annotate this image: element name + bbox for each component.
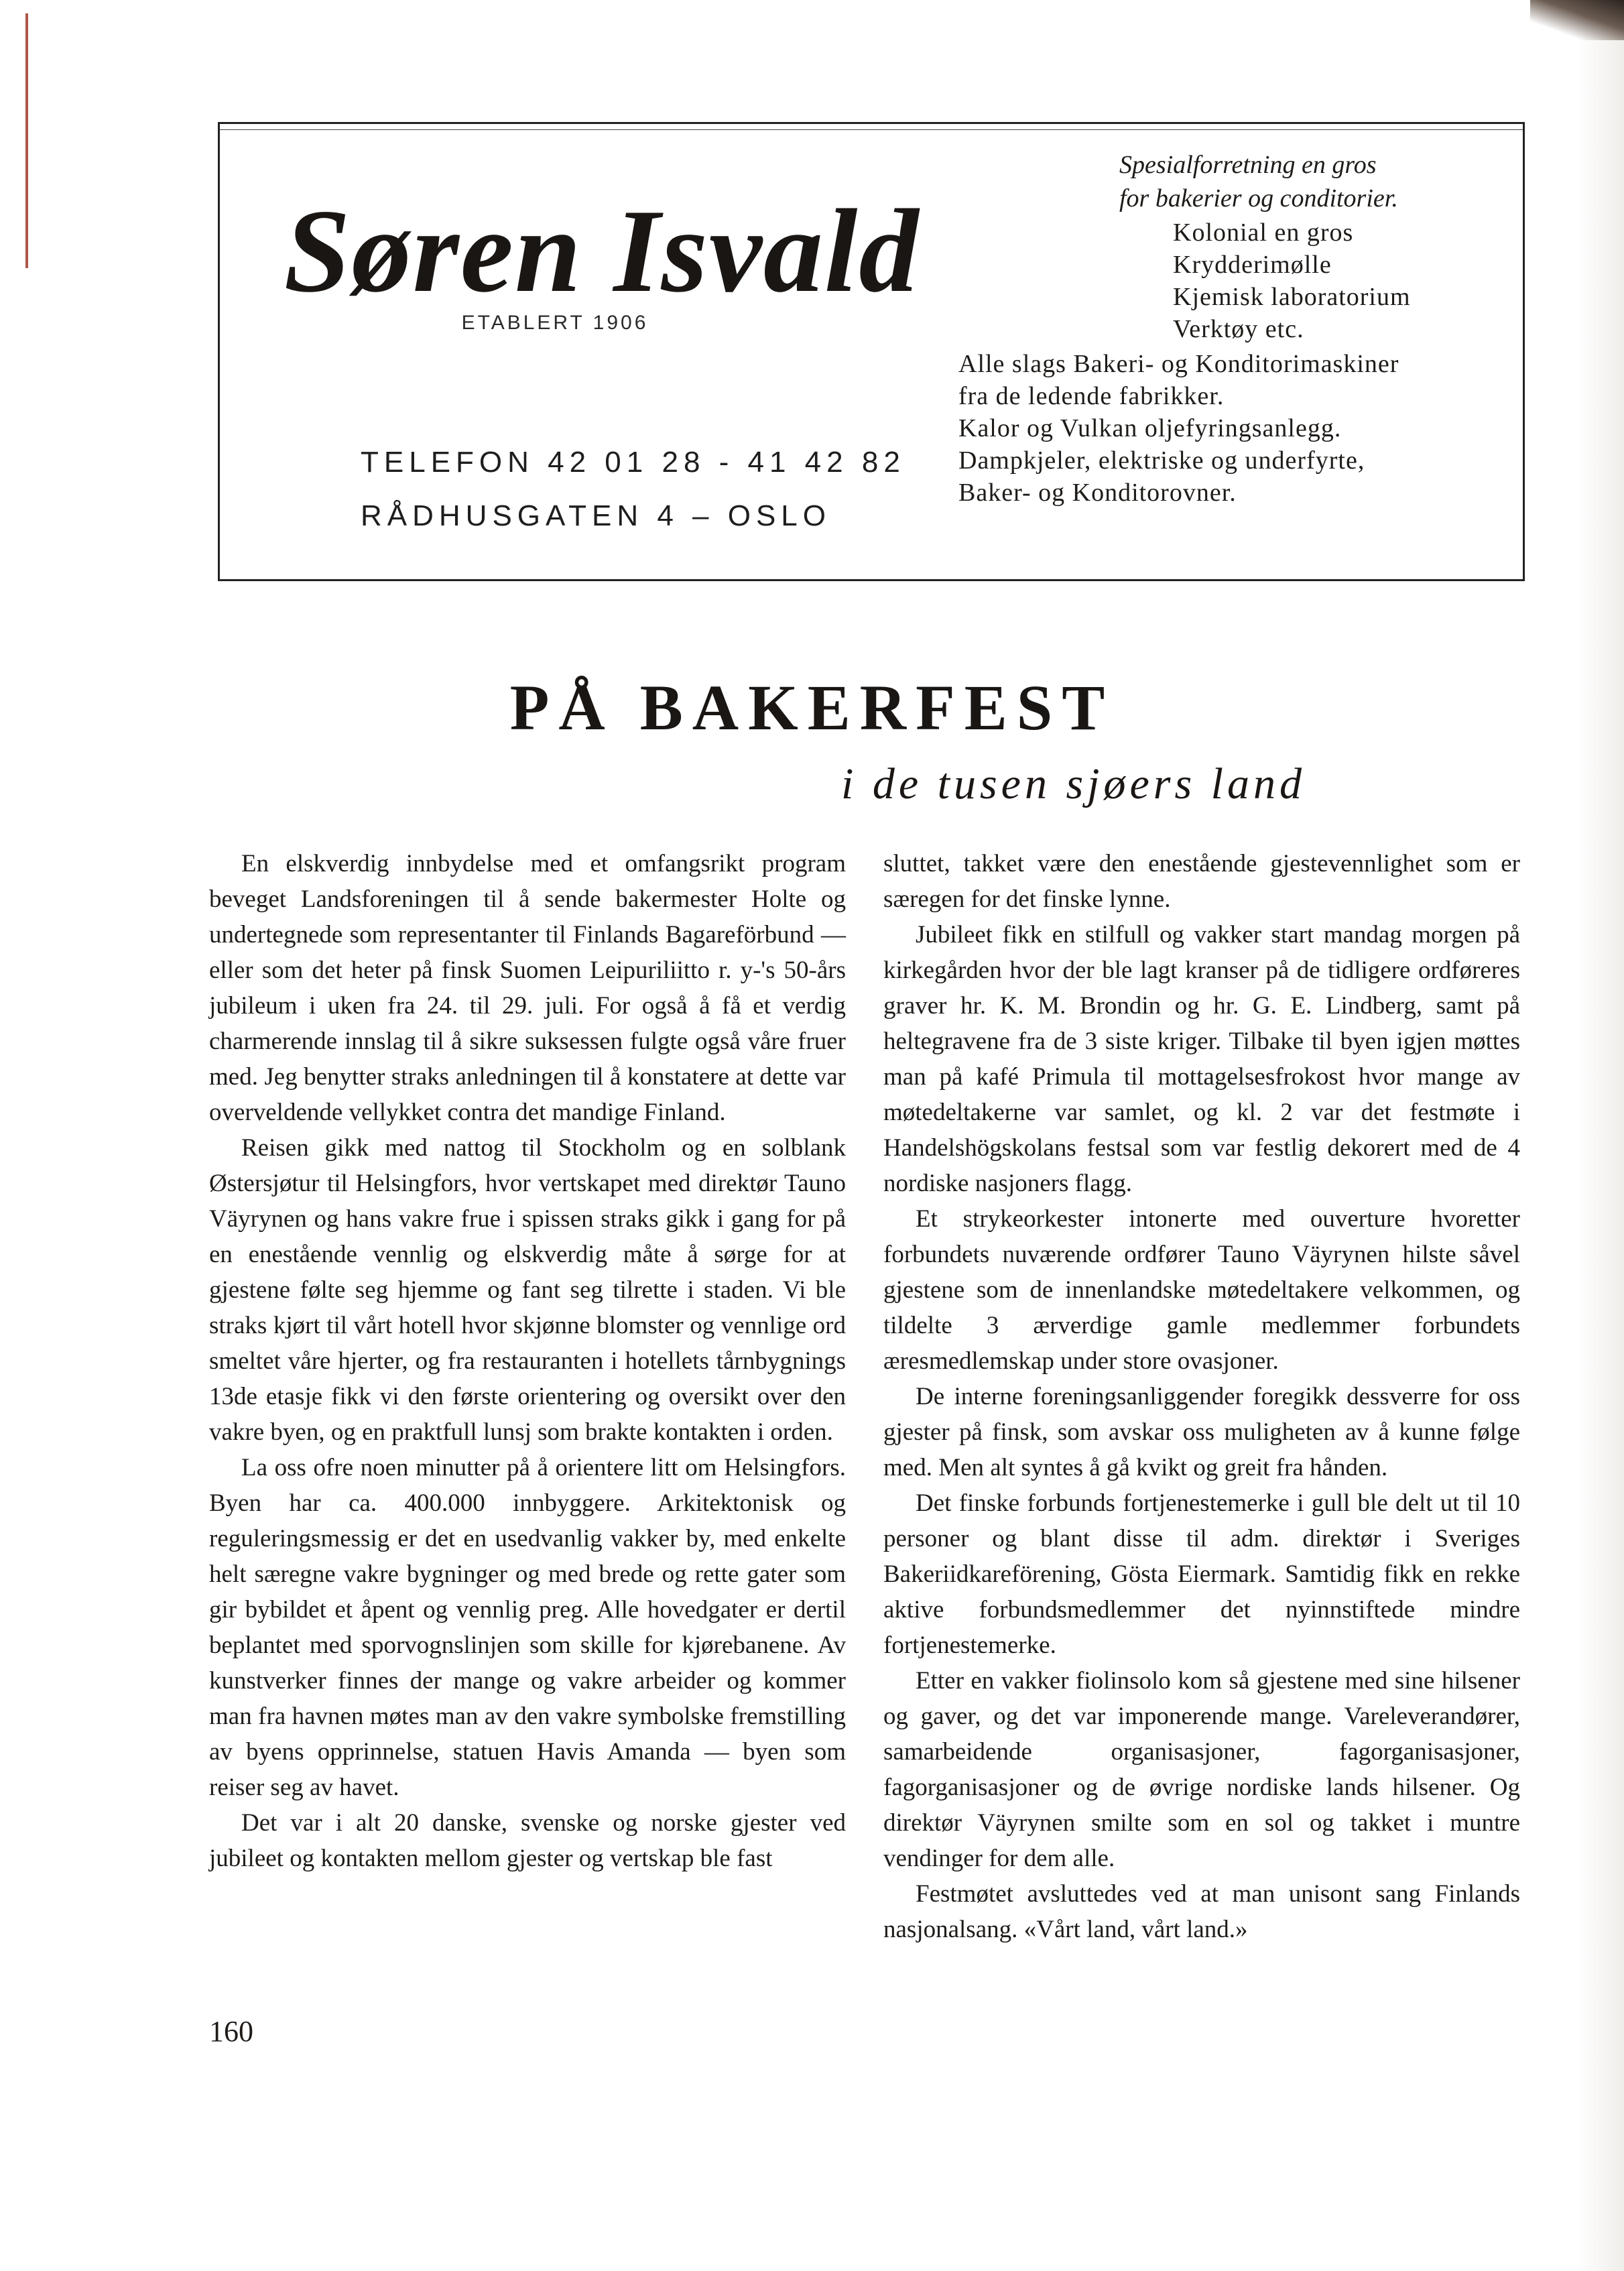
scan-edge bbox=[25, 13, 28, 268]
services-list bbox=[1173, 217, 1521, 345]
machine-line: Dampkjeler, elektriske og underfyrte, bbox=[958, 446, 1365, 475]
scan-corner bbox=[1530, 0, 1624, 40]
paragraph-continued: sluttet, takket være den enestående gjestevennlighet som er særegen for det finske lynne. bbox=[883, 850, 1520, 913]
machine-line: Alle slags Bakeri- og Konditorimaskiner bbox=[958, 350, 1399, 378]
paragraph: La oss ofre noen minutter på å orientere litt om Helsingfors. Byen har ca. 400.000 innbyggere. Arkitektonisk og reguleringsmessig er det en usedvanlig vakker by, med enkelte helt særegne vakre bygninger og med brede og rette gater som gir bybildet et åpent og vennlig preg. Alle hovedgater er dertil beplantet med sporvognslinjen som skille for kjørebanene. Av kunstverker finnes der mange og vakre arbeider og kommer man fra havnen møtes man av den vakre symbolske fremstilling av byens opprinnelse, statuen Havis Amanda — byen som reiser seg av havet. bbox=[209, 1454, 846, 1801]
paragraph: Det var i alt 20 danske, svenske og norske gjester ved jubileet og kontakten mellom gjester og vertskap ble fast bbox=[209, 1809, 846, 1872]
service-item: Kjemisk laboratorium bbox=[1173, 283, 1411, 311]
advertisement-box bbox=[218, 122, 1525, 581]
service-item: Verktøy etc. bbox=[1173, 315, 1304, 343]
specialty-line-2: for bakerier og conditorier. bbox=[1119, 184, 1398, 212]
article-title: PÅ BAKERFEST bbox=[509, 672, 1115, 743]
phone-number: TELEFON 42 01 28 - 41 42 82 bbox=[361, 446, 905, 479]
paragraph: Det finske forbunds fortjenestemerke i gull ble delt ut til 10 personer og blant disse til adm. direktør i Sveriges Bakeriidkareförening, Gösta Eiermark. Samtidig fikk en rekke aktive forbundsmedlemmer det nyinnstiftede mindre fortjenestemerke. bbox=[883, 1489, 1520, 1659]
service-item: Kolonial en gros bbox=[1173, 219, 1354, 247]
machine-line: Kalor og Vulkan oljefyringsanlegg. bbox=[958, 414, 1342, 442]
ad-rule-top bbox=[220, 129, 1523, 130]
paragraph: Reisen gikk med nattog til Stockholm og en solblank Østersjøtur til Helsingfors, hvor vertskapet med direktør Tauno Väyrynen og hans vakre frue i spissen straks gikk i gang for på en enestående vennlig og elskverdig måte å sørge for at gjestene følte seg hjemme og fant seg tilrette i staden. Vi ble straks kjørt til vårt hotell hvor skjønne blomster og vennlige ord smeltet våre hjerter, og fra restauranten i hotellets tårnbygnings 13de etasje fikk vi den første orientering og oversikt over den vakre byen, og en praktfull lunsj som brakte kontakten i orden. bbox=[209, 1134, 846, 1446]
established-label: ETABLERT 1906 bbox=[461, 312, 649, 334]
ad-description bbox=[958, 148, 1521, 509]
machine-line: fra de ledende fabrikker. bbox=[958, 382, 1225, 410]
article-column-right bbox=[883, 846, 1520, 1947]
paragraph: Et strykeorkester intonerte med ouverture hvoretter forbundets nuværende ordfører Tauno Väyrynen hilste såvel gjestene som de innenlandske møtedeltakere velkommen, og tildelte 3 ærverdige gamle medlemmer forbundets æresmedlemskap under store ovasjoner. bbox=[883, 1205, 1520, 1375]
company-logo: Søren Isvald bbox=[284, 184, 920, 317]
paragraph: Jubileet fikk en stilfull og vakker start mandag morgen på kirkegården hvor der ble lagt kranser på de tidligere ordføreres graver hr. K. M. Brondin og hr. G. E. Lindberg, samt på heltegravene fra de 3 siste kriger. Tilbake til byen igjen møttes man på kafé Primula til mottagelsesfrokost hvor mange av møtedeltakerne var samlet, og kl. 2 var det festmøte i Handelshögskolans festsal som var festlig dekorert med de 4 nordiske nasjoners flagg. bbox=[883, 921, 1520, 1197]
page-number: 160 bbox=[209, 2015, 253, 2048]
paragraph: Etter en vakker fiolinsolo kom så gjestene med sine hilsener og gaver, og det var imponerende mange. Vareleverandører, samarbeidende organisasjoner, fagorganisasjoner, fagorganisasjoner og de øvrige nordiske lands hilsener. Og direktør Väyrynen smilte som en sol og takket i muntre vendinger for dem alle. bbox=[883, 1667, 1520, 1872]
address: RÅDHUSGATEN 4 – OSLO bbox=[361, 499, 831, 532]
machine-line: Baker- og Konditorovner. bbox=[958, 479, 1237, 507]
paragraph: En elskverdig innbydelse med et omfangsrikt program beveget Landsforeningen til å sende bakermester Holte og undertegnede som representanter til Finlands Bagareförbund — eller som det heter på finsk Suomen Leipuriliitto r. y-'s 50-års jubileum i uken fra 24. til 29. juli. For også å få et verdig charmerende innslag til å sikre suksessen fulgte også våre fruer med. Jeg benytter straks anledningen til å konstatere at dette var overveldende vellykket contra det mandige Finland. bbox=[209, 850, 846, 1126]
scan-shadow bbox=[1577, 0, 1624, 2271]
paragraph: De interne foreningsanliggender foregikk dessverre for oss gjester på finsk, som avskar oss muligheten av å kunne følge med. Men alt syntes å gå kvikt og greit fra hånden. bbox=[883, 1383, 1520, 1481]
specialty-line-1: Spesialforretning en gros bbox=[1119, 151, 1377, 179]
service-item: Krydderimølle bbox=[1173, 251, 1332, 279]
article-column-left bbox=[209, 846, 846, 1876]
article-subtitle: i de tusen sjøers land bbox=[841, 759, 1306, 808]
machines-list bbox=[958, 348, 1521, 509]
paragraph: Festmøtet avsluttedes ved at man unisont sang Finlands nasjonalsang. «Vårt land, vårt land.» bbox=[883, 1880, 1520, 1943]
